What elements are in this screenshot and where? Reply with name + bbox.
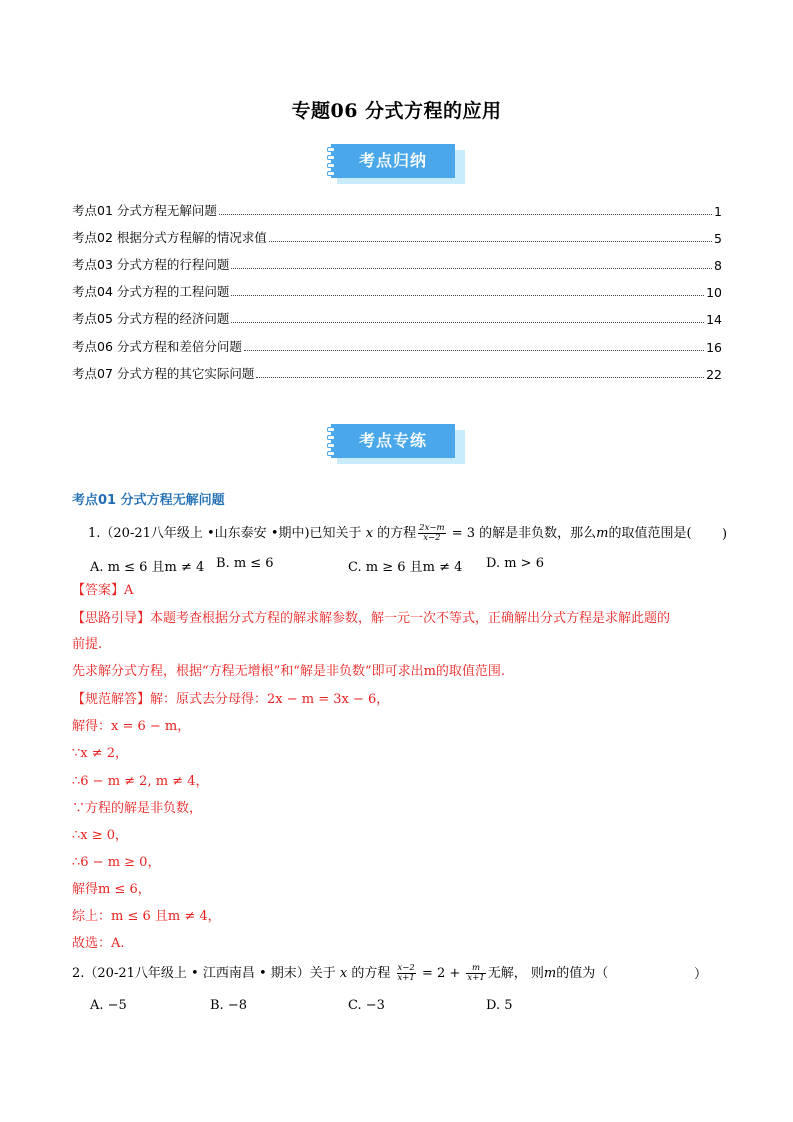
question-1 bbox=[88, 524, 692, 543]
q1-frac-num: 2x−m bbox=[419, 523, 445, 533]
banner-summary-label: 考点归纳 bbox=[331, 144, 455, 178]
question-2 bbox=[72, 964, 608, 983]
q1-mid: 的方程 bbox=[373, 526, 417, 541]
toc-item[interactable] bbox=[72, 364, 722, 382]
toc-label: 考点06 分式方程和差倍分问题 bbox=[72, 339, 242, 354]
q1-prefix: 1.（20-21八年级上 •山东泰安 •期中)已知关于 bbox=[88, 526, 366, 541]
q2-var-x: x bbox=[339, 966, 348, 981]
toc-leader bbox=[269, 240, 712, 242]
toc-label: 考点02 根据分式方程解的情况求值 bbox=[72, 230, 267, 245]
q1-suffix: 的取值范围是( bbox=[608, 526, 692, 541]
solution-step: 综上：m ≤ 6 且m ≠ 4， bbox=[72, 909, 221, 924]
q1-var-m: m bbox=[596, 526, 609, 541]
toc-item[interactable] bbox=[72, 228, 722, 246]
q1-choice-b[interactable]: B. m ≤ 6 bbox=[216, 556, 274, 571]
q1-paren-close: ) bbox=[722, 527, 728, 542]
toc-leader bbox=[231, 267, 712, 269]
banner-summary bbox=[327, 144, 467, 184]
q2-paren-close: ） bbox=[694, 967, 708, 982]
q2-suffix: 无解， 则 bbox=[487, 966, 544, 981]
document-title: 专题06 分式方程的应用 bbox=[291, 100, 502, 122]
toc-label: 考点07 分式方程的其它实际问题 bbox=[72, 366, 255, 381]
toc-item[interactable] bbox=[72, 255, 722, 273]
toc-label: 考点04 分式方程的工程问题 bbox=[72, 284, 230, 299]
banner-practice bbox=[327, 424, 467, 464]
solution-step: 故选：A. bbox=[72, 936, 125, 951]
q2-fraction-1 bbox=[397, 964, 416, 983]
q1-choice-a[interactable]: A. m ≤ 6 且m ≠ 4 bbox=[90, 560, 205, 575]
solution-step: 解得m ≤ 6， bbox=[72, 882, 151, 897]
q2-prefix: 2.（20-21八年级上 • 江西南昌 • 期末）关于 bbox=[72, 966, 340, 981]
answer-line: 【答案】A bbox=[72, 583, 134, 598]
toc-item[interactable] bbox=[72, 201, 722, 219]
toc-leader bbox=[256, 376, 704, 378]
toc-leader bbox=[231, 294, 704, 296]
q2-mid: 的方程 bbox=[347, 966, 395, 981]
q1-choice-d[interactable]: D. m > 6 bbox=[486, 556, 544, 571]
q2-tail: 的值为（ bbox=[556, 966, 609, 981]
q2-frac1-den: x+1 bbox=[397, 973, 415, 983]
q2-frac1-num: x−2 bbox=[397, 963, 415, 973]
section-title: 考点01 分式方程无解问题 bbox=[72, 493, 225, 508]
standard-solution-line: 【规范解答】解：原式去分母得：2x − m = 3x − 6， bbox=[72, 692, 390, 707]
q1-frac-den: x−2 bbox=[423, 533, 441, 543]
toc-page: 22 bbox=[706, 367, 722, 382]
idea-line-2: 前提. bbox=[72, 637, 103, 652]
toc-page: 5 bbox=[714, 231, 722, 246]
toc-page: 16 bbox=[706, 340, 722, 355]
toc-item[interactable] bbox=[72, 337, 722, 355]
q1-fraction bbox=[418, 524, 445, 543]
binder-rings-icon bbox=[327, 427, 335, 457]
toc-label: 考点01 分式方程无解问题 bbox=[72, 203, 217, 218]
solution-step: ∴x ≥ 0， bbox=[72, 828, 129, 843]
toc-page: 8 bbox=[714, 258, 722, 273]
toc-page: 14 bbox=[706, 312, 722, 327]
q2-fraction-2 bbox=[466, 964, 485, 983]
toc-item[interactable] bbox=[72, 282, 722, 300]
toc-label: 考点05 分式方程的经济问题 bbox=[72, 311, 230, 326]
toc-page: 1 bbox=[714, 204, 722, 219]
q2-frac2-num: m bbox=[466, 964, 485, 974]
toc-leader bbox=[231, 321, 704, 323]
q2-choice-b[interactable]: B. −8 bbox=[210, 998, 247, 1013]
toc-item[interactable] bbox=[72, 309, 722, 327]
q2-choice-d[interactable]: D. 5 bbox=[486, 998, 513, 1013]
binder-rings-icon bbox=[327, 147, 335, 177]
banner-practice-label: 考点专练 bbox=[331, 424, 455, 458]
q1-eq-rest: = 3 的解是非负数，那么 bbox=[447, 526, 597, 541]
toc-page: 10 bbox=[706, 285, 722, 300]
q2-var-m: m bbox=[543, 966, 557, 981]
q1-var-x: x bbox=[365, 526, 374, 541]
idea-line-3: 先求解分式方程，根据“方程无增根”和“解是非负数”即可求出m的取值范围. bbox=[72, 664, 506, 679]
q2-frac2-den: x+1 bbox=[467, 973, 485, 983]
idea-line-1: 【思路引导】本题考查根据分式方程的解求解参数，解一元一次不等式，正确解出分式方程是求解此题的 bbox=[72, 611, 671, 626]
toc-leader bbox=[219, 213, 712, 215]
toc-label: 考点03 分式方程的行程问题 bbox=[72, 257, 230, 272]
q2-choice-a[interactable]: A. −5 bbox=[90, 998, 127, 1013]
q2-choice-c[interactable]: C. −3 bbox=[348, 998, 385, 1013]
solution-step: ∵方程的解是非负数， bbox=[72, 801, 203, 816]
solution-step: ∴6 − m ≠ 2, m ≠ 4， bbox=[72, 774, 209, 789]
q1-choice-c[interactable]: C. m ≥ 6 且m ≠ 4 bbox=[348, 560, 463, 575]
solution-step: ∴6 − m ≥ 0， bbox=[72, 855, 161, 870]
q2-plus: = 2 + bbox=[417, 966, 465, 981]
solution-step: 解得：x = 6 − m， bbox=[72, 719, 191, 734]
toc-leader bbox=[244, 349, 704, 351]
solution-step: ∵x ≠ 2， bbox=[72, 746, 129, 761]
